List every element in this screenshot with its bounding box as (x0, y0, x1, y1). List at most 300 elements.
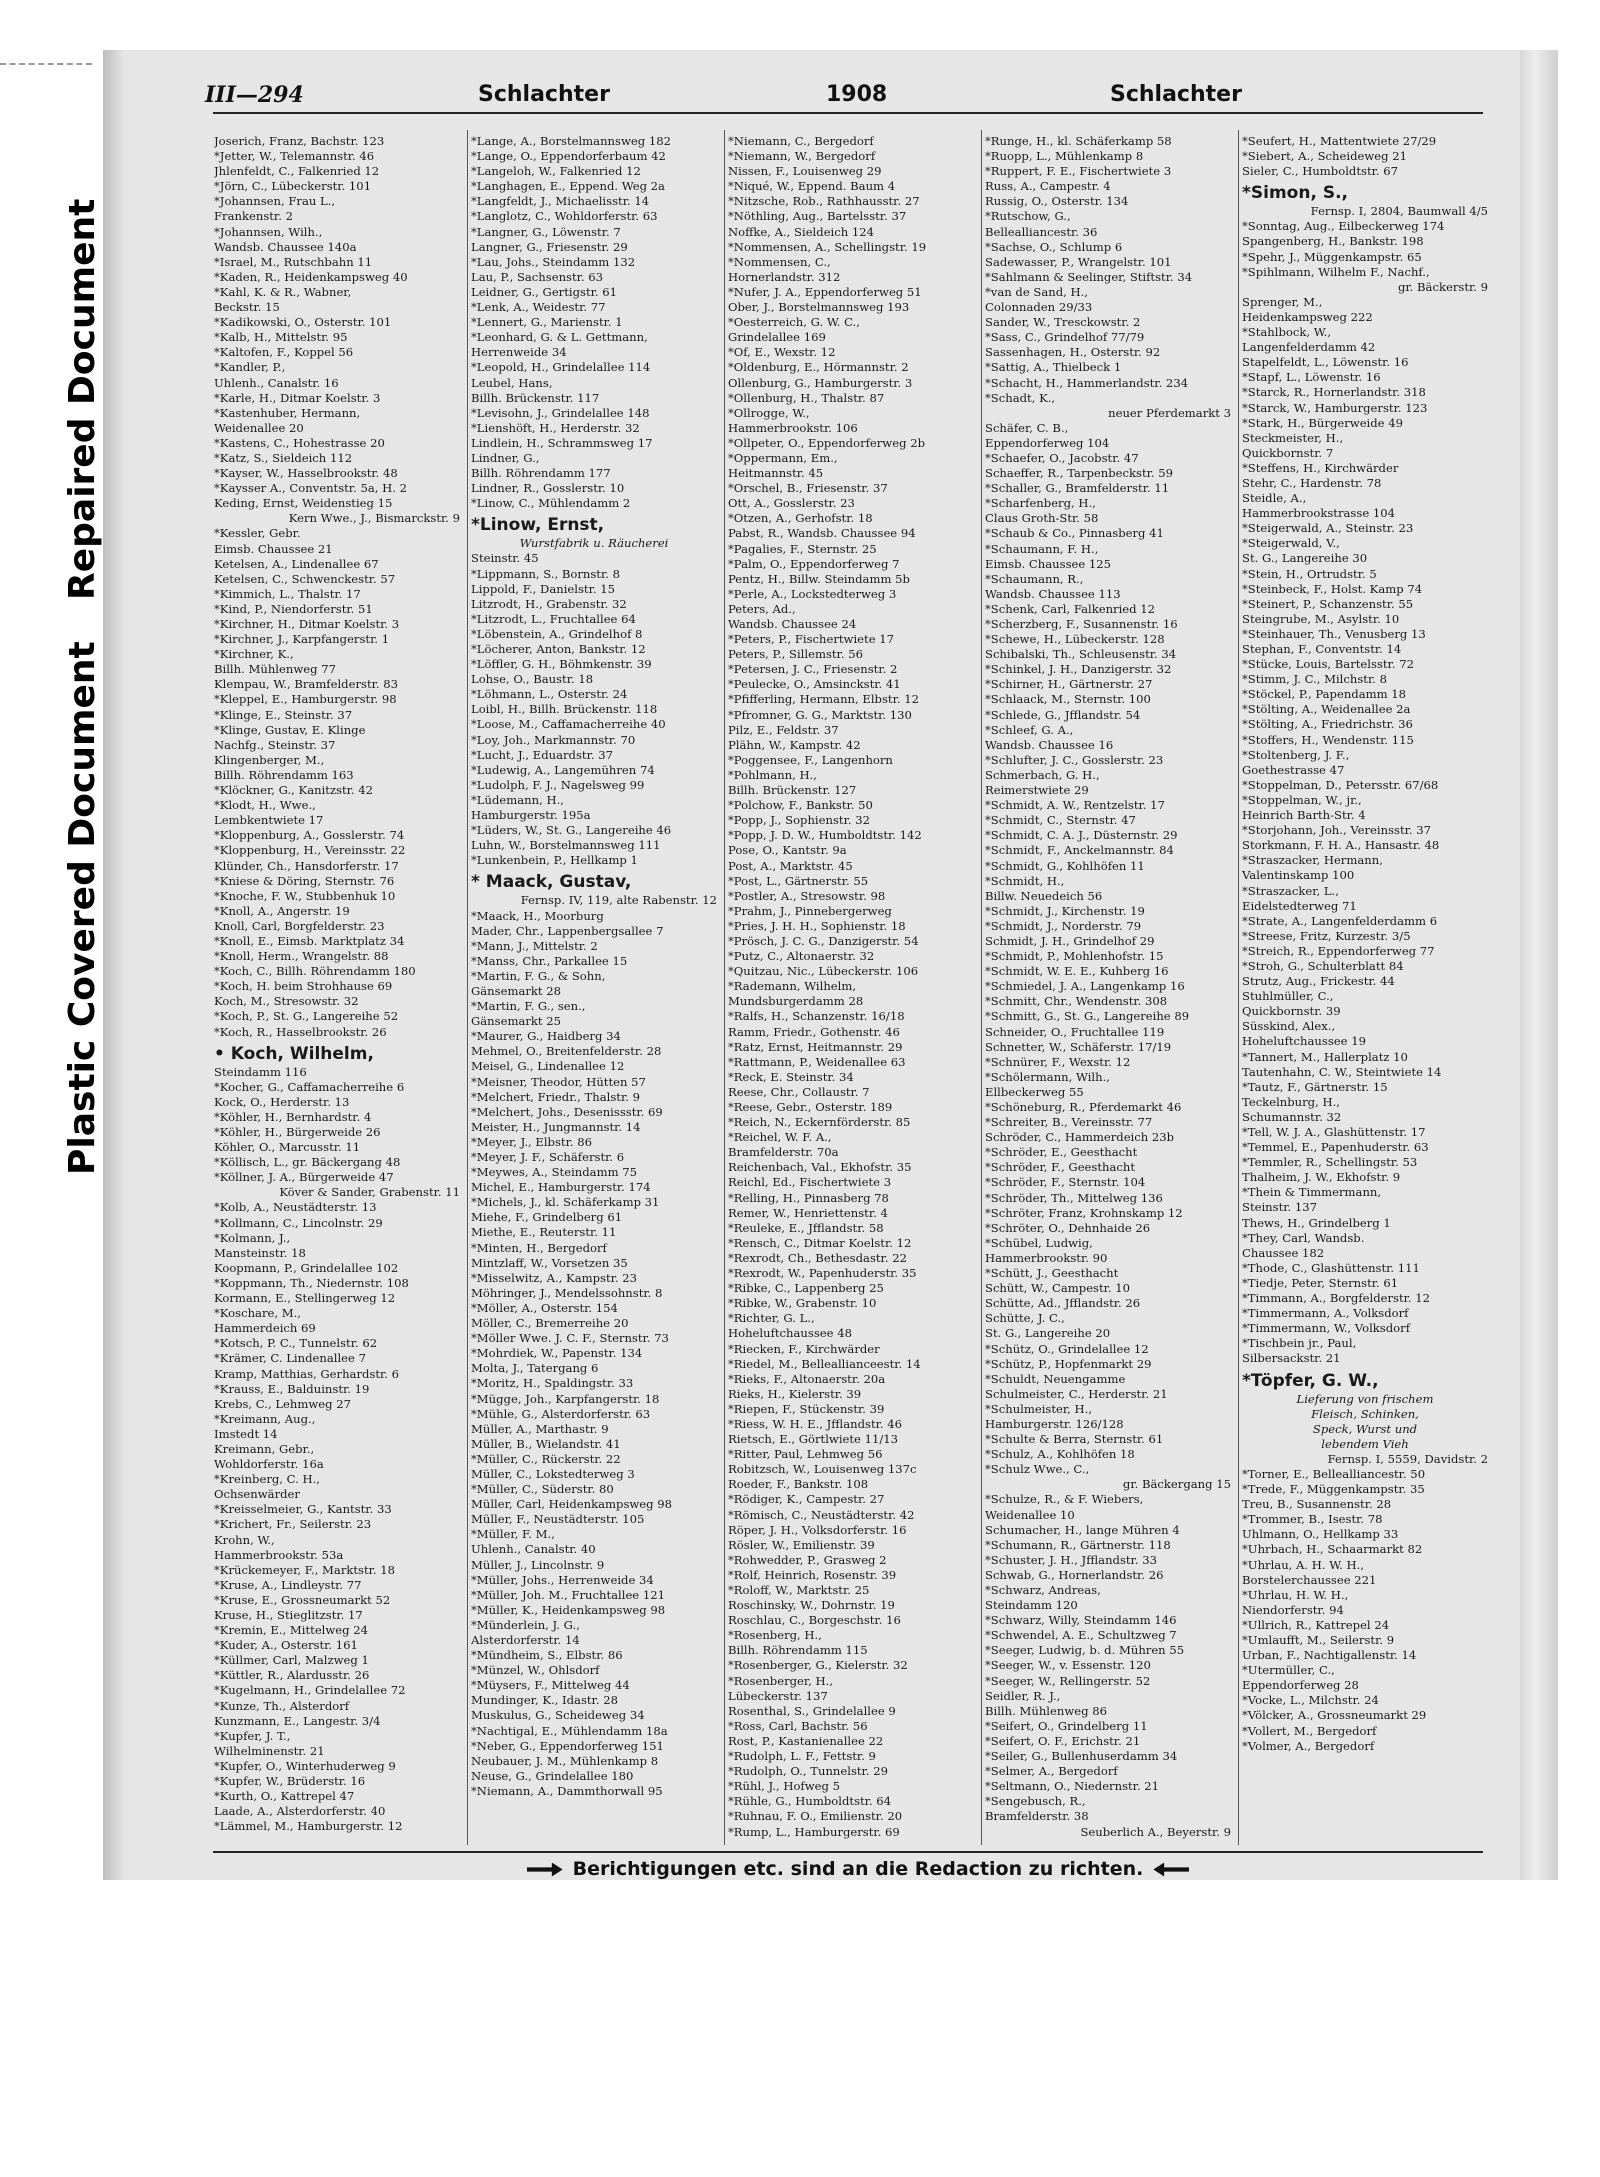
directory-entry: Molta, J., Tatergang 6 (471, 1361, 599, 1376)
book-spine-shadow (103, 50, 125, 1880)
directory-entry: Lembkentwiete 17 (214, 813, 324, 828)
directory-column-3 (728, 134, 974, 1840)
directory-entry: Langner, G., Friesenstr. 29 (471, 239, 628, 254)
directory-entry: *Lau, Johs., Steindamm 132 (471, 254, 636, 269)
directory-entry: Müller, B., Wielandstr. 41 (471, 1436, 621, 1451)
directory-entry: *Kruse, E., Grossneumarkt 52 (214, 1592, 391, 1607)
directory-column-2 (471, 134, 717, 1799)
directory-entry: *Stöckel, P., Papendamm 18 (1242, 687, 1407, 702)
left-margin (0, 0, 103, 1870)
directory-entry: *Müller, Joh. M., Fruchtallee 121 (471, 1587, 665, 1602)
directory-entry: Schröder, C., Hammerdeich 23b (985, 1130, 1175, 1145)
directory-entry: Alsterdorferstr. 14 (471, 1633, 580, 1647)
directory-entry: Möller, C., Bremerreihe 20 (471, 1316, 629, 1331)
directory-entry: *Storjohann, Joh., Vereinsstr. 37 (1242, 823, 1432, 838)
directory-entry: *Ollenburg, H., Thalstr. 87 (728, 390, 885, 405)
directory-entry: Gänsemarkt 28 (471, 983, 562, 998)
directory-entry: *Langfeldt, J., Michaelisstr. 14 (471, 194, 650, 209)
directory-entry: Heitmannstr. 45 (728, 466, 824, 481)
directory-entry: Lohse, O., Baustr. 18 (471, 672, 594, 687)
directory-entry: *Loose, M., Caffamacherreihe 40 (471, 717, 666, 732)
directory-entry: Mundsburgerdamm 28 (728, 994, 864, 1009)
directory-entry: Reichl, Ed., Fischertwiete 3 (728, 1175, 892, 1190)
directory-entry: Sadewasser, P., Wrangelstr. 101 (985, 254, 1172, 269)
directory-entry: Remer, W., Henriettenstr. 4 (728, 1205, 888, 1220)
directory-entry: *Koch, R., Hasselbrookstr. 26 (214, 1024, 387, 1039)
directory-entry: Hoheluftchaussee 48 (728, 1326, 852, 1341)
directory-entry: *Kind, P., Niendorferstr. 51 (214, 601, 373, 616)
directory-entry: *Niemann, W., Bergedorf (728, 149, 876, 164)
directory-entry: *Schütt, J., Geesthacht (985, 1266, 1119, 1281)
directory-entry: *Rudolph, L. F., Fettstr. 9 (728, 1749, 876, 1764)
directory-entry: *Schröder, Th., Mittelweg 136 (985, 1190, 1163, 1205)
directory-entry: *Ludolph, F. J., Nagelsweg 99 (471, 777, 645, 792)
directory-entry: Wandsb. Chaussee 24 (728, 617, 857, 631)
directory-entry: *Stoffers, H., Wendenstr. 115 (1242, 732, 1414, 747)
directory-entry: *Schenk, Carl, Falkenried 12 (985, 601, 1156, 616)
directory-entry: *Schuster, J. H., Jfflandstr. 33 (985, 1552, 1157, 1567)
directory-entry: *Kolb, A., Neustädterstr. 13 (214, 1200, 377, 1215)
directory-entry: Pose, O., Kantstr. 9a (728, 843, 847, 858)
directory-entry: *Schlufter, J. C., Gosslerstr. 23 (985, 752, 1164, 767)
directory-entry: *Langner, G., Löwenstr. 7 (471, 224, 621, 239)
directory-entry: Hammerbrookstr. 53a (214, 1547, 344, 1562)
directory-entry: Fernsp. I, 5559, Davidstr. 2 (1327, 1451, 1488, 1466)
directory-entry: *Löcherer, Anton, Bankstr. 12 (471, 642, 646, 656)
directory-entry: *Münzel, W., Ohlsdorf (471, 1663, 600, 1678)
directory-entry: lebendem Vieh (1321, 1436, 1409, 1451)
directory-entry: *Stücke, Louis, Bartelsstr. 72 (1242, 657, 1414, 672)
directory-entry: *Prahm, J., Pinnebergerweg (728, 903, 892, 918)
directory-entry: *Koschare, M., (214, 1306, 301, 1321)
directory-entry: *Langeloh, W., Falkenried 12 (471, 164, 641, 179)
directory-entry: *Kocher, G., Caffamacherreihe 6 (214, 1079, 405, 1094)
directory-entry: Quickbornstr. 7 (1242, 445, 1334, 460)
directory-entry: Neuse, G., Grindelallee 180 (471, 1768, 634, 1783)
directory-entry: *Schmitt, Chr., Wendenstr. 308 (985, 994, 1168, 1009)
directory-entry: *Quitzau, Nic., Lübeckerstr. 106 (728, 964, 919, 979)
running-head-left: Schlachter (478, 82, 610, 107)
directory-entry: *Schmidt, H., (985, 873, 1065, 888)
directory-entry: Loibl, H., Billh. Brückenstr. 118 (471, 702, 658, 717)
directory-entry: Süsskind, Alex., (1242, 1019, 1336, 1034)
directory-entry: *Scharfenberg, H., (985, 496, 1096, 511)
directory-entry: *Streese, Fritz, Kurzestr. 3/5 (1242, 928, 1411, 943)
directory-entry: *Nufer, J. A., Eppendorferweg 51 (728, 284, 922, 299)
directory-entry: *Pohlmann, H., (728, 767, 817, 782)
directory-entry: *Popp, J., Sophienstr. 32 (728, 813, 870, 828)
directory-entry: gr. Bäckergang 15 (1122, 1477, 1231, 1492)
directory-entry: Bellealliancestr. 36 (985, 224, 1098, 239)
directory-entry: *Schröder, F., Sternstr. 104 (985, 1175, 1146, 1190)
directory-entry: *Schulz, A., Kohlhöfen 18 (985, 1447, 1135, 1462)
directory-entry: Rosenthal, S., Grindelallee 9 (728, 1703, 896, 1718)
directory-entry: *Seltmann, O., Niedernstr. 21 (985, 1779, 1160, 1794)
directory-entry: *Richter, G. L., (728, 1311, 815, 1326)
directory-entry: *Schmidt, J., Kirchenstr. 19 (985, 903, 1145, 918)
directory-entry: *Stroh, G., Schulterblatt 84 (1242, 958, 1404, 973)
directory-entry: * Maack, Gustav, (471, 872, 632, 893)
directory-entry: Sprenger, M., (1242, 294, 1323, 309)
directory-entry: Schütte, J. C., (985, 1311, 1065, 1326)
directory-entry: *Sattig, A., Thielbeck 1 (985, 360, 1122, 375)
directory-entry: Nissen, F., Louisenweg 29 (728, 164, 882, 179)
directory-entry: *Müysers, F., Mittelweg 44 (471, 1678, 630, 1693)
directory-entry: Koopmann, P., Grindelallee 102 (214, 1260, 399, 1275)
directory-entry: Seuberlich A., Beyerstr. 9 (1080, 1824, 1231, 1839)
directory-entry: Urban, F., Nachtigallenstr. 14 (1242, 1648, 1417, 1663)
directory-entry: Hornerlandstr. 312 (728, 269, 841, 284)
directory-entry: *Seifert, O., Grindelberg 11 (985, 1718, 1148, 1733)
directory-entry: *Krauss, E., Balduinstr. 19 (214, 1381, 370, 1396)
directory-entry: *Kupfer, W., Brüderstr. 16 (214, 1774, 366, 1789)
directory-entry: *Rexrodt, Ch., Bethesdastr. 22 (728, 1250, 907, 1265)
directory-entry: *Kruse, A., Lindleystr. 77 (214, 1577, 362, 1592)
directory-entry: *van de Sand, H., (985, 284, 1088, 299)
directory-entry: Kock, O., Herderstr. 13 (214, 1094, 350, 1109)
directory-entry: *Koch, P., St. G., Langereihe 52 (214, 1009, 399, 1024)
directory-entry: Reichenbach, Val., Ekhofstr. 35 (728, 1160, 912, 1175)
page-number: III—294 (205, 82, 304, 108)
directory-entry: *Müller, C., Süderstr. 80 (471, 1482, 614, 1497)
directory-entry: *Ribke, W., Grabenstr. 10 (728, 1296, 877, 1311)
directory-entry: Steindamm 120 (985, 1598, 1078, 1613)
directory-entry: *Koppmann, Th., Niedernstr. 108 (214, 1275, 409, 1290)
directory-entry: Sander, W., Tresckowstr. 2 (985, 315, 1141, 330)
directory-entry: Frankenstr. 2 (214, 209, 293, 224)
directory-entry: Leubel, Hans, (471, 375, 553, 390)
directory-entry: *Ruhnau, F. O., Emilienstr. 20 (728, 1809, 903, 1824)
directory-entry: *Schleef, G. A., (985, 722, 1074, 737)
directory-entry: Koch, M., Stresowstr. 32 (214, 994, 359, 1009)
directory-entry: *Jetter, W., Telemannstr. 46 (214, 149, 375, 164)
directory-entry: Lübeckerstr. 137 (728, 1688, 828, 1703)
directory-entry: *Schaller, G., Bramfelderstr. 11 (985, 481, 1170, 496)
directory-entry: *Karle, H., Ditmar Koelstr. 3 (214, 390, 381, 405)
directory-entry: *Stapf, L., Löwenstr. 16 (1242, 370, 1381, 385)
directory-entry: *Krämer, C. Lindenallee 7 (214, 1351, 366, 1366)
directory-entry: Colonnaden 29/33 (985, 300, 1093, 315)
directory-entry: Reese, Chr., Collaustr. 7 (728, 1084, 870, 1099)
directory-entry: Ochsenwärder (214, 1487, 300, 1502)
directory-entry: *Kloppenburg, A., Gosslerstr. 74 (214, 828, 405, 843)
directory-entry: *Reich, N., Eckernförderstr. 85 (728, 1115, 911, 1130)
directory-entry: *Seufert, H., Mattentwiete 27/29 (1242, 134, 1437, 148)
directory-entry: *Langhagen, E., Eppend. Weg 2a (471, 179, 665, 194)
directory-entry: *Seifert, O. F., Erichstr. 21 (985, 1733, 1141, 1748)
directory-entry: Schütt, W., Campestr. 10 (985, 1281, 1131, 1296)
directory-entry: *Römisch, C., Neustädterstr. 42 (728, 1507, 915, 1522)
directory-entry: *Schröder, F., Geesthacht (985, 1160, 1136, 1175)
directory-entry: *Timmann, A., Borgfelderstr. 12 (1242, 1291, 1431, 1306)
directory-entry: *Uhrlau, A. H. W. H., (1242, 1557, 1364, 1572)
directory-entry: *Steinert, P., Schanzenstr. 55 (1242, 596, 1414, 611)
directory-entry: *Knoll, A., Angerstr. 19 (214, 903, 350, 918)
directory-entry: *Stein, H., Ortrudstr. 5 (1242, 566, 1377, 581)
directory-entry: *Rattmann, P., Weidenallee 63 (728, 1054, 906, 1069)
running-head-year: 1908 (826, 82, 888, 107)
directory-entry: Klünder, Ch., Hansdorferstr. 17 (214, 858, 399, 873)
directory-entry: Russig, O., Osterstr. 134 (985, 194, 1129, 209)
directory-entry: Wandsb. Chaussee 113 (985, 586, 1121, 601)
pointing-hand-left-icon (1153, 1863, 1189, 1877)
directory-entry: Peters, Ad., (728, 601, 796, 616)
directory-entry: Billh. Brückenstr. 127 (728, 783, 857, 798)
directory-entry: *Loy, Joh., Markmannstr. 70 (471, 732, 636, 747)
directory-entry: *Steinbeck, F., Holst. Kamp 74 (1242, 581, 1423, 596)
directory-entry: *Rödiger, K., Campestr. 27 (728, 1492, 885, 1507)
directory-entry: *Straszacker, Hermann, (1242, 853, 1383, 868)
directory-entry: Borstelerchaussee 221 (1242, 1572, 1377, 1587)
directory-entry: Litzrodt, H., Grabenstr. 32 (471, 596, 627, 611)
directory-column-4 (985, 134, 1231, 1840)
directory-entry: Stuhlmüller, C., (1242, 989, 1334, 1004)
directory-entry: *Schaefer, O., Jacobstr. 47 (985, 450, 1139, 465)
directory-entry: Rösler, W., Emilienstr. 39 (728, 1537, 875, 1552)
directory-entry: Fernsp. IV, 119, alte Rabenstr. 12 (520, 893, 717, 908)
directory-entry: Billh. Mühlenweg 86 (985, 1703, 1107, 1718)
directory-entry: Krohn, W., (214, 1532, 275, 1547)
directory-entry: *Seeger, Ludwig, b. d. Mühren 55 (985, 1643, 1185, 1658)
directory-entry: *Peters, P., Fischertwiete 17 (728, 632, 895, 647)
directory-entry: *Steigerwald, V., (1242, 536, 1340, 551)
directory-entry: *Schacht, H., Hammerlandstr. 234 (985, 375, 1189, 390)
directory-entry: *Kastenhuber, Hermann, (214, 405, 361, 420)
directory-entry: *Thein & Timmermann, (1242, 1185, 1382, 1200)
directory-entry: *Schmidt, C. A. J., Düsternstr. 29 (985, 828, 1178, 843)
directory-entry: *Krückemeyer, F., Marktstr. 18 (214, 1562, 396, 1577)
directory-entry: Rietsch, E., Görtlwiete 11/13 (728, 1432, 899, 1447)
directory-entry: *Mügge, Joh., Karpfangerstr. 18 (471, 1391, 660, 1406)
directory-entry: Schumannstr. 32 (1242, 1109, 1342, 1124)
directory-entry: *Niqué, W., Eppend. Baum 4 (728, 179, 896, 194)
directory-entry: *Schulze, R., & F. Wiebers, (985, 1492, 1144, 1507)
directory-entry: *Seiler, G., Bullenhuserdamm 34 (985, 1749, 1178, 1764)
directory-entry: *Lange, O., Eppendorferbaum 42 (471, 149, 666, 164)
directory-entry: *Postler, A., Stresowstr. 98 (728, 888, 886, 903)
directory-entry: *Kreinberg, C. H., (214, 1472, 320, 1487)
directory-entry: *Maurer, G., Haidberg 34 (471, 1029, 621, 1044)
directory-entry: *Münderlein, J. G., (471, 1617, 580, 1632)
directory-entry: Hamburgerstr. 195a (471, 808, 591, 823)
directory-entry: Roschinsky, W., Dohrnstr. 19 (728, 1598, 895, 1613)
directory-entry: *Ralfs, H., Schanzenstr. 16/18 (728, 1009, 905, 1024)
directory-entry: *Trommer, B., Isestr. 78 (1242, 1512, 1383, 1527)
directory-entry: *Schuldt, Neuengamme (985, 1371, 1126, 1386)
directory-entry: *Tautz, F., Gärtnerstr. 15 (1242, 1079, 1388, 1094)
directory-entry: *Schröter, Franz, Krohnskamp 12 (985, 1205, 1183, 1220)
directory-entry: Eppendorferweg 28 (1242, 1678, 1359, 1693)
directory-entry: *Putz, C., Altonaerstr. 32 (728, 949, 875, 964)
directory-entry: Lindlein, H., Schrammsweg 17 (471, 435, 653, 450)
directory-entry: Müller, F., Neustädterstr. 105 (471, 1512, 645, 1527)
directory-entry: *Johannsen, Wilh., (214, 224, 323, 239)
directory-entry: *Rudolph, O., Tunnelstr. 29 (728, 1764, 888, 1779)
directory-entry: Ramm, Friedr., Gothenstr. 46 (728, 1024, 900, 1039)
directory-entry: *Krichert, Fr., Seilerstr. 23 (214, 1517, 372, 1532)
directory-entry: *Vocke, L., Milchstr. 24 (1242, 1693, 1379, 1708)
directory-entry: *Stölting, A., Weidenallee 2a (1242, 702, 1411, 717)
directory-entry: *Mündheim, S., Elbstr. 86 (471, 1648, 623, 1663)
directory-entry: Keding, Ernst, Weidenstieg 15 (214, 496, 393, 511)
directory-entry: *Möller Wwe. J. C. F., Sternstr. 73 (471, 1331, 669, 1346)
directory-entry: *Schadt, K., (985, 390, 1056, 405)
directory-entry: *Köllner, J. A., Bürgerweide 47 (214, 1170, 394, 1185)
directory-entry: *Kremin, E., Mittelweg 24 (214, 1623, 369, 1638)
directory-entry: *Knoche, F. W., Stubbenhuk 10 (214, 888, 396, 903)
directory-entry: *Klinge, Gustav, E. Klinge (214, 722, 366, 737)
directory-entry: Eidelstedterweg 71 (1242, 898, 1357, 913)
directory-entry: *Köhler, H., Bernhardstr. 4 (214, 1109, 372, 1124)
directory-entry: *Koch, H. beim Strohhause 69 (214, 979, 393, 994)
directory-entry: *Popp, J. D. W., Humboldtstr. 142 (728, 828, 922, 843)
directory-entry: Michel, E., Hamburgerstr. 174 (471, 1180, 651, 1195)
directory-entry: Weidenallee 10 (985, 1507, 1075, 1522)
directory-entry: *Tiedje, Peter, Sternstr. 61 (1242, 1275, 1399, 1290)
directory-entry: *Ollpeter, O., Eppendorferweg 2b (728, 435, 926, 450)
directory-entry: Steinstr. 137 (1242, 1200, 1318, 1215)
directory-entry: *Schulz Wwe., C., (985, 1462, 1090, 1477)
directory-entry: *Temmel, E., Papenhuderstr. 63 (1242, 1140, 1429, 1155)
directory-entry: Roschlau, C., Borgeschstr. 16 (728, 1613, 901, 1628)
directory-entry: *Schlede, G., Jfflandstr. 54 (985, 707, 1141, 722)
directory-entry: *Sengebusch, R., (985, 1794, 1086, 1809)
directory-entry: *Reck, E. Steinstr. 34 (728, 1069, 854, 1084)
directory-entry: Uhlmann, O., Hellkamp 33 (1242, 1527, 1399, 1542)
directory-entry: *Kalb, H., Mittelstr. 95 (214, 330, 348, 345)
directory-entry: Plähn, W., Kampstr. 42 (728, 737, 861, 752)
directory-entry: *Stahlbock, W., (1242, 325, 1332, 340)
directory-entry: *Martin, F. G., sen., (471, 999, 586, 1014)
directory-entry: Schütte, Ad., Jfflandstr. 26 (985, 1296, 1141, 1311)
directory-entry: Köver & Sander, Grabenstr. 11 (279, 1185, 460, 1200)
directory-entry: Mehmel, O., Breitenfelderstr. 28 (471, 1044, 662, 1059)
directory-entry: Spangenberg, H., Bankstr. 198 (1242, 234, 1424, 249)
directory-entry: Schäfer, C. B., (985, 420, 1069, 435)
directory-entry: *Rosenberger, H., (728, 1673, 834, 1688)
directory-entry: *Petersen, J. C., Friesenstr. 2 (728, 662, 898, 677)
directory-entry: Kern Wwe., J., Bismarckstr. 9 (288, 511, 460, 526)
directory-entry: *Stoppelman, W., jr., (1242, 792, 1362, 807)
directory-entry: Wandsb. Chaussee 16 (985, 737, 1114, 752)
directory-entry: Lieferung von frischem (1296, 1391, 1434, 1406)
directory-entry: Leidner, G., Gertigstr. 61 (471, 284, 618, 299)
column-divider (981, 130, 982, 1845)
header-rule (213, 112, 1483, 114)
directory-entry: *Rolf, Heinrich, Rosenstr. 39 (728, 1567, 897, 1582)
directory-entry: Tautenhahn, C. W., Steintwiete 14 (1242, 1064, 1442, 1079)
directory-entry: *Levisohn, J., Grindelallee 148 (471, 405, 650, 420)
directory-entry: *Strate, A., Langenfelderdamm 6 (1242, 913, 1438, 928)
directory-entry: *Oldenburg, E., Hörmannstr. 2 (728, 360, 909, 375)
directory-entry: *Vollert, M., Bergedorf (1242, 1723, 1377, 1738)
directory-entry: *Riedel, M., Belleallianceestr. 14 (728, 1356, 921, 1371)
directory-entry: *Lienshöft, H., Herderstr. 32 (471, 420, 640, 435)
directory-entry: Eppendorferweg 104 (985, 435, 1110, 450)
directory-entry: *Palm, O., Eppendorferweg 7 (728, 556, 900, 571)
directory-entry: Seidler, R. J., (985, 1688, 1061, 1703)
directory-entry: *Moritz, H., Spaldingstr. 33 (471, 1376, 634, 1391)
directory-entry: Ketelsen, A., Lindenallee 67 (214, 556, 379, 571)
directory-entry: *Ruopp, L., Mühlenkamp 8 (985, 149, 1144, 164)
directory-entry: *Reuleke, E., Jfflandstr. 58 (728, 1220, 884, 1235)
directory-entry: Luhn, W., Borstelmannsweg 111 (471, 838, 661, 853)
directory-entry: Langenfelderdamm 42 (1242, 340, 1376, 355)
directory-entry: Mundinger, K., Idastr. 28 (471, 1693, 618, 1708)
directory-entry: *Katz, S., Sieldeich 112 (214, 450, 353, 465)
directory-entry: *Seeger, W., v. Essenstr. 120 (985, 1658, 1151, 1673)
directory-entry: Lindner, G., (471, 450, 540, 465)
running-head-right: Schlachter (1110, 82, 1242, 107)
directory-entry: Stapelfeldt, L., Löwenstr. 16 (1242, 355, 1409, 370)
directory-entry: *Töpfer, G. W., (1242, 1370, 1379, 1391)
directory-entry: gr. Bäckerstr. 9 (1397, 279, 1488, 294)
directory-entry: Herrenweide 34 (471, 345, 567, 360)
directory-entry: Meisel, G., Lindenallee 12 (471, 1059, 625, 1074)
directory-entry: *Sonntag, Aug., Eilbeckerweg 174 (1242, 219, 1445, 234)
directory-entry: Noffke, A., Sieldeich 124 (728, 224, 875, 239)
directory-entry: *Nachtigal, E., Mühlendamm 18a (471, 1723, 668, 1738)
directory-entry: Miehe, F., Grindelberg 61 (471, 1210, 623, 1225)
directory-entry: *Lange, A., Borstelmannsweg 182 (471, 134, 671, 148)
directory-entry: *Lennert, G., Marienstr. 1 (471, 315, 623, 330)
directory-entry: Neubauer, J. M., Mühlenkamp 8 (471, 1753, 659, 1768)
directory-entry: Beckstr. 15 (214, 300, 280, 315)
directory-entry: *Schmiedel, J. A., Langenkamp 16 (985, 979, 1185, 994)
directory-entry: *Kleppel, E., Hamburgerstr. 98 (214, 692, 397, 707)
directory-entry: *Küttler, R., Alardusstr. 26 (214, 1668, 370, 1683)
directory-entry: *Köhler, H., Bürgerweide 26 (214, 1125, 381, 1139)
directory-entry: Pabst, R., Wandsb. Chaussee 94 (728, 526, 916, 541)
directory-entry: *Thode, C., Glashüttenstr. 111 (1242, 1260, 1420, 1275)
directory-entry: *Uhrlau, H. W. H., (1242, 1587, 1349, 1602)
directory-entry: *Utermüller, C., (1242, 1663, 1335, 1678)
directory-entry: *Knoll, Herm., Wrangelstr. 88 (214, 949, 389, 964)
directory-entry: *Schaumann, R., (985, 571, 1084, 586)
pointing-hand-right-icon (527, 1863, 563, 1877)
directory-entry: *Schinkel, J. H., Danzigerstr. 32 (985, 662, 1172, 677)
directory-entry: *Kaden, R., Heidenkampsweg 40 (214, 269, 408, 284)
directory-entry: Hammerdeich 69 (214, 1321, 316, 1336)
directory-entry: Kreimann, Gebr., (214, 1441, 315, 1456)
directory-entry: *Knoll, E., Eimsb. Marktplatz 34 (214, 933, 405, 948)
directory-entry: Bramfelderstr. 70a (728, 1145, 839, 1160)
directory-entry: Ollenburg, G., Hamburgerstr. 3 (728, 375, 913, 390)
directory-entry: *Schulmeister, H., (985, 1401, 1093, 1416)
directory-entry: Wohldorferstr. 16a (214, 1457, 324, 1472)
directory-entry: *Schütz, O., Grindelallee 12 (985, 1341, 1149, 1356)
directory-entry: *Völcker, A., Grossneumarkt 29 (1242, 1708, 1427, 1723)
column-divider (467, 130, 468, 1845)
directory-entry: *Kastens, C., Hohestrasse 20 (214, 435, 385, 450)
directory-entry: Müller, Carl, Heidenkampsweg 98 (471, 1497, 673, 1512)
directory-entry: Hoheluftchaussee 19 (1242, 1034, 1366, 1049)
directory-entry: *Schwarz, Willy, Steindamm 146 (985, 1613, 1177, 1628)
directory-entry: *Schmidt, F., Anckelmannstr. 84 (985, 843, 1174, 858)
directory-entry: Billh. Röhrendamm 163 (214, 767, 354, 782)
directory-entry: *Israel, M., Rutschbahn 11 (214, 254, 373, 269)
directory-entry: *Michels, J., kl. Schäferkamp 31 (471, 1195, 660, 1210)
directory-entry: *Steffens, H., Kirchwärder (1242, 460, 1399, 475)
directory-entry: *Stimm, J. C., Milchstr. 8 (1242, 672, 1387, 687)
directory-entry: *Klöckner, G., Kanitzstr. 42 (214, 783, 374, 798)
directory-entry: Hammerbrookstrasse 104 (1242, 506, 1396, 521)
directory-entry: Eimsb. Chaussee 125 (985, 556, 1112, 571)
directory-entry: *Peulecke, O., Amsinckstr. 41 (728, 677, 901, 692)
directory-entry: *Melchert, Johs., Desenissstr. 69 (471, 1104, 663, 1119)
directory-entry: Schmidt, J. H., Grindelhof 29 (985, 933, 1155, 948)
directory-entry: Köhler, O., Marcusstr. 11 (214, 1140, 361, 1155)
